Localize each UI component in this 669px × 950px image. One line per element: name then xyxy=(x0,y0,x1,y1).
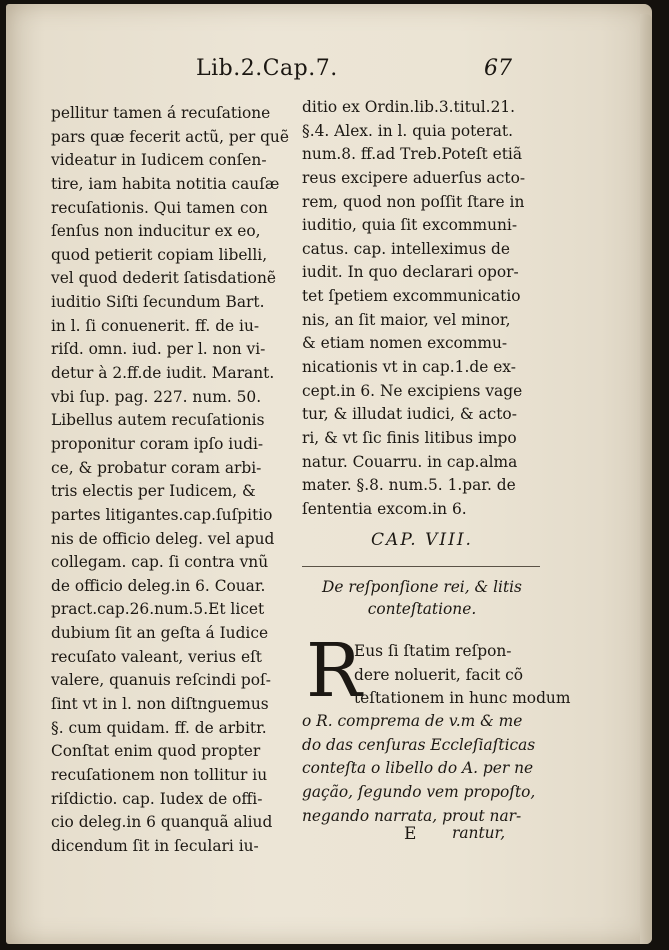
text-line: pract.cap.26.num.5.Et licet xyxy=(51,600,265,619)
text-line: iudit. In quo declarari opor- xyxy=(302,263,519,282)
text-line: proponitur coram ipſo iudi- xyxy=(51,434,264,453)
right-column xyxy=(302,96,542,522)
text-line: pars quæ fecerit actũ, per quẽ xyxy=(51,127,289,146)
text-line: conteſta o libello do A. per ne xyxy=(302,759,534,778)
chapter-title-line: De reſponſione rei, & litis xyxy=(322,578,522,596)
text-line: riſd. omn. iud. per l. non vi- xyxy=(51,340,266,359)
text-line: do das cenſuras Eccleſiaſticas xyxy=(302,735,536,754)
text-line: num.8. ff.ad Treb.Poteſt etiã xyxy=(302,145,523,164)
text-line: videatur in Iudicem conſen- xyxy=(51,151,267,170)
text-line: tire, iam habita notitia cauſæ xyxy=(51,174,280,193)
text-line: pellitur tamen á recuſatione xyxy=(51,104,271,122)
portuguese-formula xyxy=(302,710,544,828)
text-line: de officio deleg.in 6. Couar. xyxy=(51,576,266,595)
signature-mark: E xyxy=(404,824,417,844)
text-line: valere, quanuis reſcindi poſ- xyxy=(51,671,271,690)
text-line: partes litigantes.cap.ſuſpitio xyxy=(51,505,273,524)
text-line: ce, & probatur coram arbi- xyxy=(51,458,262,477)
text-line: catus. cap. intelleximus de xyxy=(302,239,510,258)
dropcap-paragraph xyxy=(354,640,571,711)
page-header xyxy=(6,56,652,90)
text-line: dicendum ſit in ſeculari iu- xyxy=(51,836,259,855)
text-line: recuſationis. Qui tamen con xyxy=(51,198,268,217)
text-line: §.4. Alex. in l. quia poterat. xyxy=(302,121,513,140)
text-line: detur à 2.ff.de iudit. Marant. xyxy=(51,364,275,383)
chapter-title-line: conteſtatione. xyxy=(367,600,477,618)
text-line: ſint vt in l. non diſtnguemus xyxy=(51,695,269,714)
chapter-title xyxy=(302,576,542,620)
text-line: recuſationem non tollitur iu xyxy=(51,765,268,784)
text-line: Eus ſi ſtatim reſpon- xyxy=(354,642,512,660)
text-line: dubium ſit an geſta á Iudice xyxy=(51,624,269,643)
text-line: recuſato valeant, verius eſt xyxy=(51,647,262,666)
text-line: vbi ſup. pag. 227. num. 50. xyxy=(51,387,262,406)
text-line: in l. ſi conuenerit. ff. de iu- xyxy=(51,316,260,335)
text-line: nis de officio deleg. vel apud xyxy=(51,529,275,548)
text-line: ſenſus non inducitur ex eo, xyxy=(51,222,261,241)
text-line: nis, an ſit maior, vel minor, xyxy=(302,310,511,329)
text-line: §. cum quidam. ff. de arbitr. xyxy=(51,718,267,737)
text-line: reus excipere aduerſus actο- xyxy=(302,168,526,187)
page-number: 67 xyxy=(484,56,512,81)
page-edge xyxy=(640,14,652,944)
text-line: gação, ſegundo vem propoſto, xyxy=(302,782,536,801)
text-line: negando narrata, prout nar- xyxy=(302,806,522,825)
text-line: ri, & vt ſic finis litibus impo xyxy=(302,428,517,447)
text-line: iuditio, quia ſit excommuni- xyxy=(302,216,518,235)
book-page xyxy=(6,4,652,944)
divider-rule xyxy=(302,566,540,567)
text-line: Libellus autem recuſationis xyxy=(51,411,265,430)
text-line: cept.in 6. Ne excipiens vage xyxy=(302,381,523,400)
text-line: riſdictio. cap. Iudex de offi- xyxy=(51,789,263,808)
chapter-heading: CAP. VIII. xyxy=(371,530,473,550)
text-line: nicationis vt in cap.1.de ex- xyxy=(302,358,516,377)
text-line: ſententia excom.in 6. xyxy=(302,499,467,518)
text-line: ditio ex Ordin.lib.3.titul.21. xyxy=(302,98,516,116)
text-line: tris electis per Iudicem, & xyxy=(51,482,256,501)
text-line: tet ſpetiem excommunicatio xyxy=(302,287,521,306)
drop-cap: R xyxy=(306,628,362,714)
text-line: cio deleg.in 6 quanquã aliud xyxy=(51,813,273,832)
text-line: collegam. cap. ſi contra vnũ xyxy=(51,553,269,572)
text-line: mater. §.8. num.5. 1.par. de xyxy=(302,476,516,495)
running-head: Lib.2.Cap.7. xyxy=(196,56,338,81)
text-line: natur. Couarru. in cap.alma xyxy=(302,452,518,471)
text-line: & etiam nomen excommu- xyxy=(302,334,508,353)
text-line: iuditio Siſti ſecundum Bart. xyxy=(51,293,265,312)
text-line: vel quod dederit ſatisdationẽ xyxy=(51,269,276,288)
catchword: rantur, xyxy=(452,824,506,842)
text-line: teſtationem in hunc modum xyxy=(354,689,571,708)
text-line: o R. comprema de v.m & me xyxy=(302,712,523,730)
text-line: tur, & illudat iudici, & acto- xyxy=(302,405,517,424)
text-line: dere noluerit, facit cõ xyxy=(354,665,524,684)
text-line: quod petierit copiam libelli, xyxy=(51,245,268,264)
text-line: Conſtat enim quod propter xyxy=(51,742,261,761)
text-line: rem, quod non poſſit ſtare in xyxy=(302,192,525,211)
left-column xyxy=(51,102,287,859)
